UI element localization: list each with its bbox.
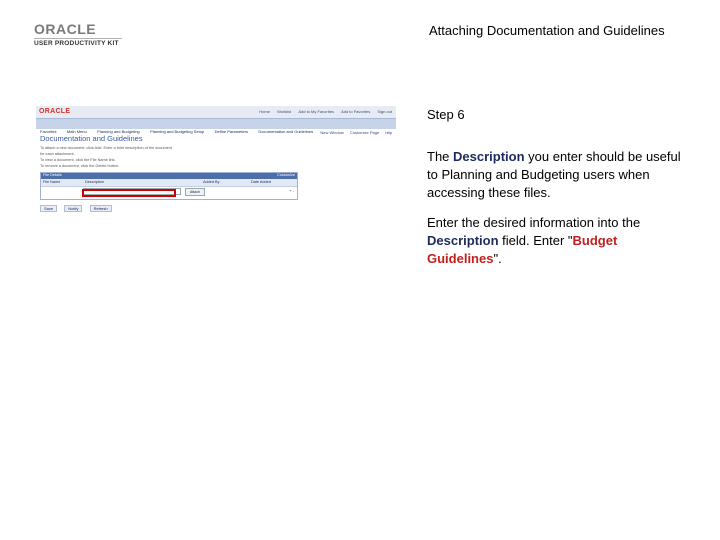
col-file-name[interactable]: File Name: [43, 180, 61, 184]
nav-doc-guidelines[interactable]: Documentation and Guidelines: [258, 129, 314, 134]
description-paragraph: [427, 148, 687, 202]
upk-logo-text: USER PRODUCTIVITY KIT: [34, 40, 119, 47]
col-description[interactable]: Description: [85, 180, 104, 184]
para1-pre: The: [427, 149, 454, 164]
top-link-sign-out[interactable]: Sign out: [377, 109, 392, 114]
grid-column-headers: [41, 179, 297, 187]
refresh-button[interactable]: Refresh: [90, 205, 112, 212]
para2-keyword: Description: [427, 233, 499, 248]
grid-customize-link[interactable]: Customize: [277, 173, 295, 177]
top-link-add-my-favorites[interactable]: Add to My Favorites: [298, 109, 334, 114]
page-buttons: [40, 205, 118, 212]
instruction-paragraph: [427, 214, 687, 268]
para2-value: Budget Guidelines: [427, 233, 618, 266]
document-title: Attaching Documentation and Guidelines: [429, 23, 665, 38]
top-link-home[interactable]: Home: [259, 109, 270, 114]
app-oracle-logo: ORACLE: [39, 108, 71, 115]
app-top-bar: [36, 106, 396, 118]
new-window-link[interactable]: New Window: [320, 130, 344, 135]
oracle-upk-logo: [34, 22, 124, 48]
nav-planning-budgeting[interactable]: Planning and Budgeting: [97, 129, 140, 134]
top-link-worklist[interactable]: Worklist: [277, 109, 292, 114]
screenshot-thumbnail: [36, 106, 396, 214]
http-link[interactable]: http: [385, 130, 392, 135]
page-tools: [315, 130, 392, 135]
save-button[interactable]: Save: [40, 205, 57, 212]
instructions: [40, 145, 240, 169]
step-label: Step 6: [427, 107, 465, 122]
app-top-links: [253, 109, 392, 114]
instruction-line: To attach a new document, click Add. Enter a brief description of the document: [40, 146, 172, 150]
customize-page-link[interactable]: Customize Page: [349, 130, 380, 135]
para2-post: ".: [493, 251, 502, 266]
instruction-line: for each attachment.: [40, 152, 75, 156]
col-date-added[interactable]: Date Added: [251, 180, 271, 184]
oracle-logo-text: ORACLE: [34, 21, 97, 37]
highlight-box: [82, 189, 176, 197]
instruction-line: To view a document, click the File Name link.: [40, 158, 116, 162]
app-page-title: Documentation and Guidelines: [40, 134, 143, 143]
attach-button[interactable]: Attach: [185, 188, 205, 196]
top-link-add-favorites[interactable]: Add to Favorites: [341, 109, 371, 114]
add-delete-row-controls[interactable]: + -: [289, 188, 294, 193]
nav-pb-setup[interactable]: Planning and Budgeting Setup: [150, 129, 205, 134]
col-added-by[interactable]: Added By: [203, 180, 220, 184]
nav-define-parameters[interactable]: Define Parameters: [214, 129, 248, 134]
nav-main-menu[interactable]: Main Menu: [66, 129, 87, 134]
logo-rule: [34, 38, 122, 39]
para1-keyword: Description: [453, 149, 525, 164]
nav-favorites[interactable]: Favorites: [40, 129, 57, 134]
grid-title: File Details: [43, 173, 62, 177]
para2-pre: Enter the desired information into the: [427, 215, 641, 230]
notify-button[interactable]: Notify: [64, 205, 82, 212]
instruction-line: To remove a document, click the Delete button.: [40, 164, 120, 168]
para1-post: you enter should be useful to Planning and Budgeting users when accessing these files.: [427, 149, 681, 200]
para2-mid: field. Enter ": [498, 233, 573, 248]
